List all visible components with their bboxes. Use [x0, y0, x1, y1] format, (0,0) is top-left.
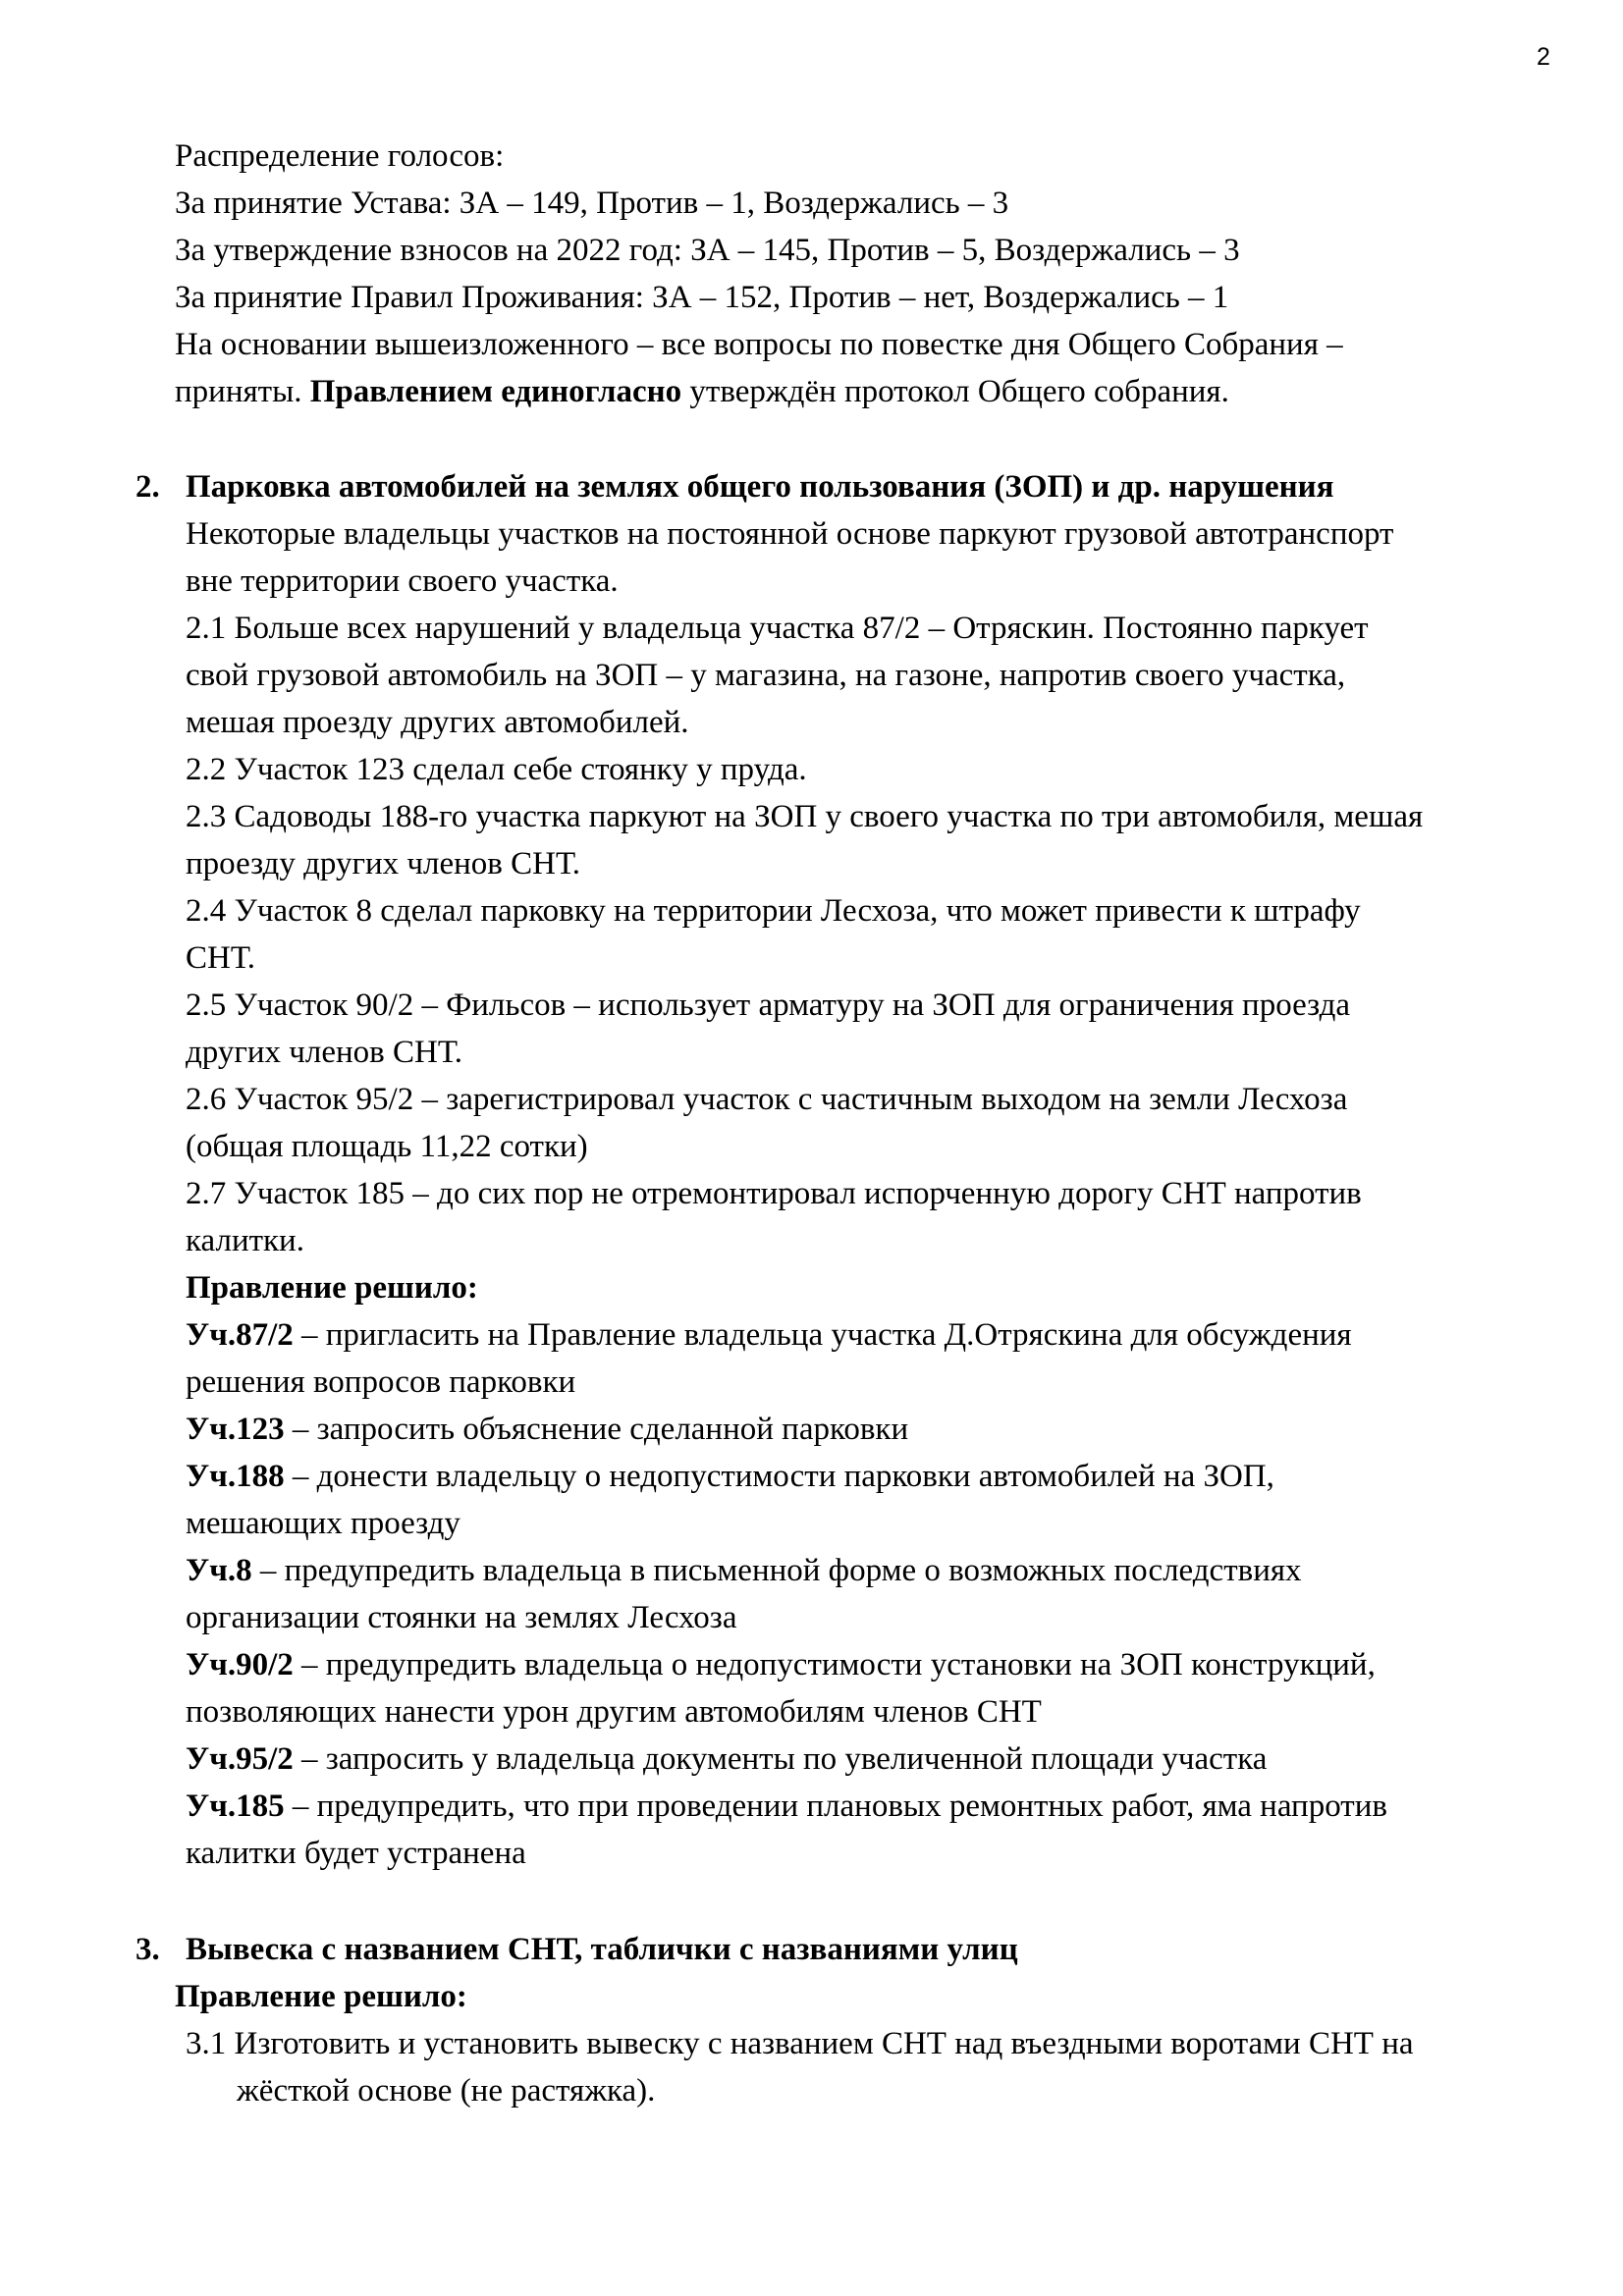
- vote-conclusion-start: приняты.: [175, 374, 310, 409]
- decision-text: – предупредить, что при проведении плановых ремонтных работ, яма напротив: [284, 1789, 1387, 1824]
- decision-text: – донести владельцу о недопустимости парковки автомобилей на ЗОП,: [284, 1459, 1274, 1494]
- decision-plot: Уч.87/2: [186, 1317, 294, 1353]
- section-2-line: 2.4 Участок 8 сделал парковку на территории Лесхоза, что может привести к штрафу: [186, 893, 1361, 929]
- section-2-line: 2.7 Участок 185 – до сих пор не отремонтировал испорченную дорогу СНТ напротив: [186, 1176, 1362, 1211]
- decision-continuation: калитки будет устранена: [186, 1836, 526, 1871]
- decision-plot: Уч.185: [186, 1789, 285, 1824]
- page-number: 2: [1537, 43, 1550, 71]
- section-2-line: других членов СНТ.: [186, 1035, 462, 1070]
- decision-text: – предупредить владельца о недопустимости установки на ЗОП конструкций,: [293, 1647, 1376, 1682]
- decision-continuation: решения вопросов парковки: [186, 1364, 576, 1400]
- section-2-line: 2.5 Участок 90/2 – Фильсов – использует арматуру на ЗОП для ограничения проезда: [186, 988, 1351, 1023]
- section-2-line: проезду других членов СНТ.: [186, 846, 581, 881]
- decision-continuation: мешающих проезду: [186, 1506, 460, 1541]
- decision-continuation: позволяющих нанести урон другим автомобилям членов СНТ: [186, 1694, 1042, 1730]
- vote-line: На основании вышеизложенного – все вопросы по повестке дня Общего Собрания –: [175, 327, 1343, 362]
- section-2-line: (общая площадь 11,22 сотки): [186, 1129, 588, 1164]
- section-2-line: 2.3 Садоводы 188-го участка паркуют на ЗОП у своего участка по три автомобиля, мешая: [186, 799, 1424, 834]
- section-3-item: 3.1 Изготовить и установить вывеску с названием СНТ над въездными воротами СНТ на: [186, 2026, 1414, 2061]
- decision-continuation: организации стоянки на землях Лесхоза: [186, 1600, 737, 1635]
- decision-item: [186, 1787, 1387, 1826]
- section-2-number: 2.: [135, 469, 160, 505]
- section-2-line: СНТ.: [186, 940, 255, 976]
- vote-conclusion-bold: Правлением единогласно: [309, 374, 682, 409]
- section-2-line: 2.2 Участок 123 сделал себе стоянку у пруда.: [186, 752, 807, 787]
- section-2-line: мешая проезду других автомобилей.: [186, 705, 689, 740]
- section-2-line: 2.1 Больше всех нарушений у владельца участка 87/2 – Отряскин. Постоянно паркует: [186, 611, 1369, 646]
- decision-item: [186, 1315, 1352, 1355]
- section-3-number: 3.: [135, 1932, 160, 1967]
- decision-item: [186, 1645, 1376, 1684]
- section-2-title: Парковка автомобилей на землях общего пользования (ЗОП) и др. нарушения: [186, 469, 1334, 505]
- vote-line: За принятие Правил Проживания: ЗА – 152, Против – нет, Воздержались – 1: [175, 280, 1229, 315]
- section-2-line: вне территории своего участка.: [186, 563, 619, 599]
- decision-plot: Уч.95/2: [186, 1741, 294, 1777]
- vote-conclusion-end: утверждён протокол Общего собрания.: [681, 374, 1229, 409]
- section-2-decision-heading: Правление решило:: [186, 1270, 478, 1306]
- decision-plot: Уч.90/2: [186, 1647, 294, 1682]
- section-3-item-continuation: жёсткой основе (не растяжка).: [237, 2073, 656, 2109]
- decision-item: [186, 1457, 1274, 1496]
- decision-item: [186, 1410, 908, 1449]
- vote-conclusion: [175, 372, 1229, 411]
- votes-heading: Распределение голосов:: [175, 138, 505, 174]
- section-2-line: свой грузовой автомобиль на ЗОП – у магазина, на газоне, напротив своего участка,: [186, 658, 1346, 693]
- section-2-line: Некоторые владельцы участков на постоянной основе паркуют грузовой автотранспорт: [186, 516, 1394, 552]
- decision-text: – предупредить владельца в письменной форме о возможных последствиях: [251, 1553, 1302, 1588]
- section-3-title: Вывеска с названием СНТ, таблички с названиями улиц: [186, 1932, 1018, 1967]
- decision-item: [186, 1551, 1302, 1590]
- decision-item: [186, 1739, 1267, 1779]
- decision-text: – пригласить на Правление владельца участка Д.Отряскина для обсуждения: [293, 1317, 1352, 1353]
- decision-plot: Уч.8: [186, 1553, 252, 1588]
- section-2-line: калитки.: [186, 1223, 304, 1258]
- decision-plot: Уч.123: [186, 1412, 285, 1447]
- decision-plot: Уч.188: [186, 1459, 285, 1494]
- vote-line: За принятие Устава: ЗА – 149, Против – 1, Воздержались – 3: [175, 186, 1009, 221]
- section-2-line: 2.6 Участок 95/2 – зарегистрировал участок с частичным выходом на земли Лесхоза: [186, 1082, 1348, 1117]
- section-3-decision-heading: Правление решило:: [175, 1979, 467, 2014]
- vote-line: За утверждение взносов на 2022 год: ЗА – 145, Против – 5, Воздержались – 3: [175, 233, 1240, 268]
- decision-text: – запросить объяснение сделанной парковки: [284, 1412, 909, 1447]
- decision-text: – запросить у владельца документы по увеличенной площади участка: [293, 1741, 1268, 1777]
